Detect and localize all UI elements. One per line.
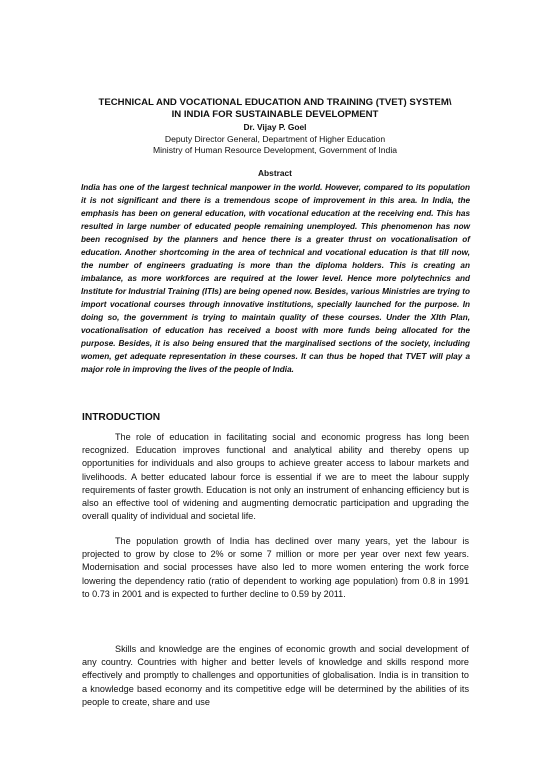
body-paragraph: The role of education in facilitating social and economic progress has long been recognized. Education improves functional and analytical ability and thereby opens up opportunities for individuals and also groups to achieve greater access to labour markets and livelihoods. A better educated labour force is essential if we are to meet the labour supply requirements of faster growth. Education is not only an instrument of enhancing efficiency but is also an effective tool of widening and augmenting democratic participation and upgrading the overall quality of individual and societal life. (82, 432, 469, 522)
body-paragraph: Skills and knowledge are the engines of economic growth and social development of any country. Countries with higher and better levels of knowledge and skills respond more effectively and promptly to challenges and opportunities of globalisation. India is in transition to a knowledge based economy and its competitive edge will be determined by the abilities of its people to create, share and use (82, 644, 469, 707)
body-paragraph: The population growth of India has declined over many years, yet the labour is projected to grow by close to 2% or some 7 million or more per year over next few years. Modernisation and social processes have also led to more women entering the work force lowering the dependency ratio (ratio of dependent to working age population) from 0.8 in 1991 to 0.73 in 2001 and is expected to further decline to 0.59 by 2011. (82, 536, 469, 599)
paper-title-line-2: IN INDIA FOR SUSTAINABLE DEVELOPMENT (171, 109, 379, 120)
author-name: Dr. Vijay P. Goel (243, 121, 307, 132)
author-affiliation-line-1: Deputy Director General, Department of Higher Education (164, 133, 386, 144)
author-affiliation-line-2: Ministry of Human Resource Development, Government of India (152, 145, 398, 155)
abstract-text: India has one of the largest technical manpower in the world. However, compared to its population it is not significant and there is a tremendous scope of improvement in this area. In India, the emphasis has been on general education, with vocational education at the receiving end. This has resulted in large number of educated people remaining unemployed. This phenomenon has now been recognised by the planners and hence there is a greater thrust on vocationalisation of education. Another shortcoming in the area of technical and vocational education is that till now, the number of engineers graduating is more than the diploma holders. This is creating an imbalance, as more workforces are required at the lower level. Hence more polytechnics and Institute for Industrial Training (ITIs) are being opened now. Besides, various Ministries are trying to import vocational courses through innovative institutions, specially launched for the purpose. In doing so, the government is trying to maintain quality of these courses. Under the XIth Plan, vocationalisation of education has received a boost with more funds being allocated for the purpose. Besides, it is also being ensured that the marginalised sections of the society, including women, get adequate representation in these courses. It can thus be hoped that TVET will play a major role in improving the lives of the people of India. (81, 183, 470, 374)
paper-title-line-1: TECHNICAL AND VOCATIONAL EDUCATION AND TRAINING (TVET) SYSTEM\ (98, 97, 452, 108)
abstract-heading: Abstract (258, 168, 292, 178)
section-heading-introduction: INTRODUCTION (82, 412, 161, 423)
